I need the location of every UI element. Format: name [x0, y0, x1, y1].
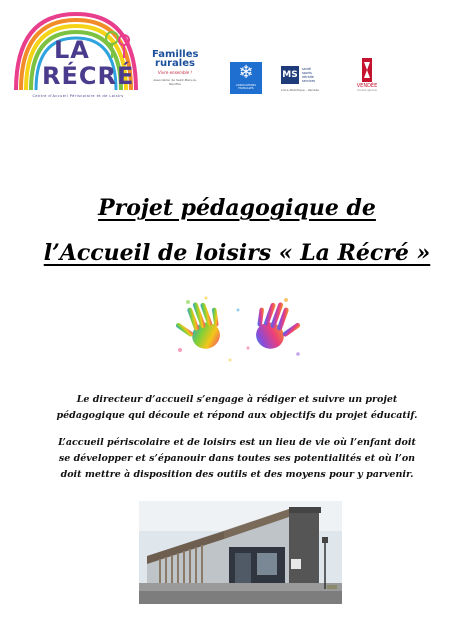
vendee-sub: Conseil général: [356, 89, 378, 92]
familles-rurales-sub: Association de Saint-Mars-la-Réorthe: [153, 78, 197, 86]
logo-bar: [0, 0, 474, 110]
vendee-name: VENDÉE: [356, 83, 378, 89]
building-photo: [139, 501, 342, 604]
associations-familiales-line2: FAMILIALES: [238, 86, 254, 91]
associations-familiales-logo: [230, 62, 262, 94]
ms-line: services: [302, 79, 316, 83]
ms-mark: MS: [281, 66, 299, 84]
vendee-logo: [352, 58, 382, 98]
ms-line: retraite: [302, 75, 314, 79]
recre-logo-caption: Centre d'Accueil Périscolaire et de Loisirs: [32, 94, 124, 98]
page-title-line-1: Projet pédagogique de: [98, 195, 376, 221]
description-paragraph: L’accueil périscolaire et de loisirs est un lieu de vie où l’enfant doit se développer et s’épanouir dans toutes ses potentialités et où l’on doit mettre à disposition des outils et des moyens pour y parvenir.: [58, 437, 416, 480]
ms-foot: Loire-Atlantique - Vendée: [281, 88, 319, 92]
recre-logo-recre: RÉCRÉ: [42, 62, 135, 90]
painted-hands-illustration: [168, 290, 308, 370]
ms-line: santé: [302, 67, 311, 71]
ms-line: sports: [302, 71, 312, 75]
page-title-line-2: l’Accueil de loisirs « La Récré »: [43, 240, 431, 266]
familles-rurales-logo: [152, 50, 198, 100]
ms-lines: [302, 67, 330, 83]
snowflake-icon: ❄: [238, 62, 254, 83]
associations-familiales-line1: ASSOCIATIONS: [236, 83, 256, 87]
familles-rurales-name-2: rurales: [155, 58, 195, 69]
familles-rurales-tagline: Vivre ensemble !: [157, 70, 192, 75]
familles-rurales-name-1: Familles: [152, 49, 199, 60]
pays-ms-logo: [281, 64, 329, 94]
vendee-emblem-icon: [359, 58, 375, 82]
intro-paragraph: Le directeur d’accueil s’engage à rédiger et suivre un projet pédagogique qui découle et répond aux objectifs du projet éducatif.: [56, 394, 418, 421]
la-recre-logo: [8, 8, 144, 104]
recre-logo-la: LA: [54, 36, 90, 64]
